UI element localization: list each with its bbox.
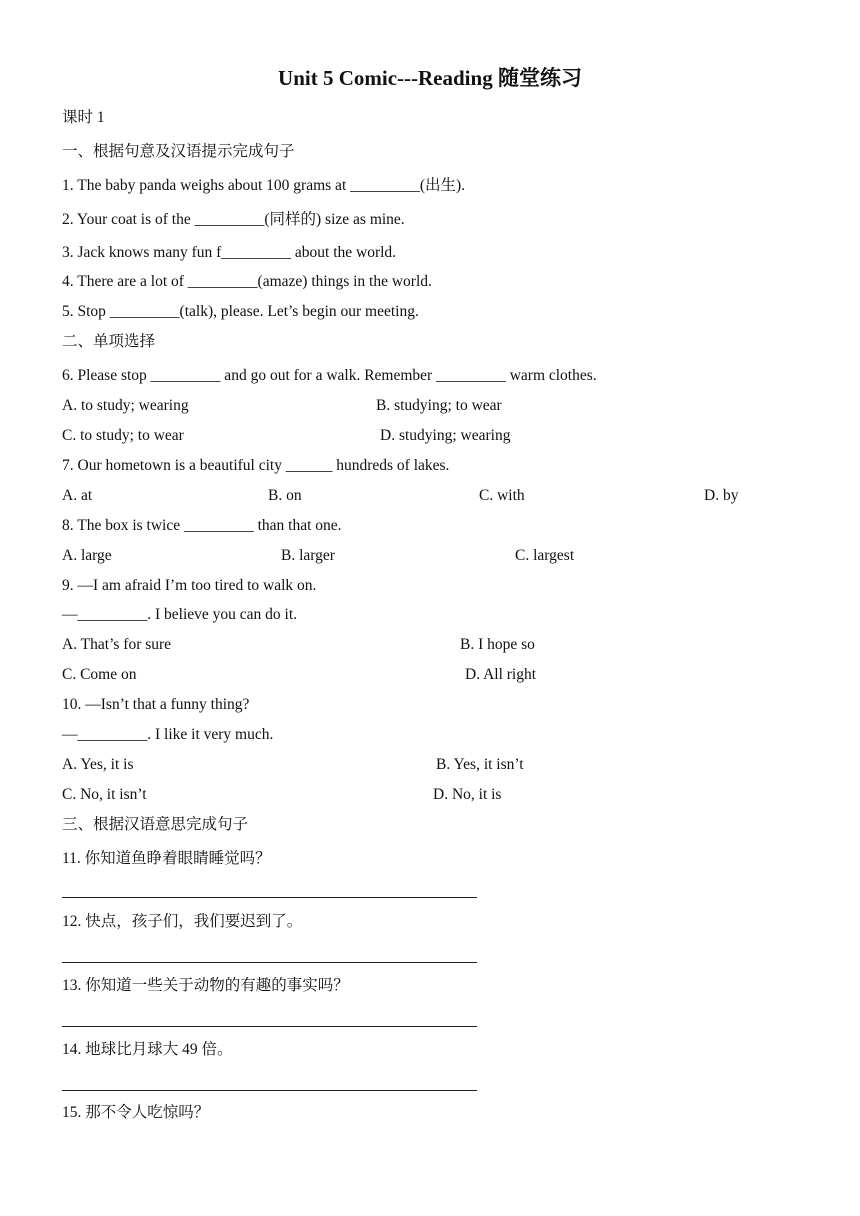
lesson-label: 课时 1 bbox=[62, 109, 105, 126]
question-9-stem: 9. —I am afraid I’m too tired to walk on. bbox=[62, 577, 317, 594]
page-title: Unit 5 Comic---Reading 随堂练习 bbox=[278, 66, 582, 90]
question-6-option-a: A. to study; wearing bbox=[62, 397, 189, 414]
question-9-option-c: C. Come on bbox=[62, 666, 137, 683]
question-9-response: —_________. I believe you can do it. bbox=[62, 606, 298, 623]
question-10-option-b: B. Yes, it isn’t bbox=[436, 756, 524, 773]
question-10-response: —_________. I like it very much. bbox=[62, 726, 274, 743]
question-8-option-b: B. larger bbox=[281, 547, 335, 564]
question-12: 12. 快点，孩子们，我们要迟到了。 bbox=[62, 913, 303, 930]
question-13: 13. 你知道一些关于动物的有趣的事实吗？ bbox=[62, 977, 349, 994]
answer-line-12 bbox=[62, 962, 477, 963]
question-11: 11. 你知道鱼睁着眼睛睡觉吗？ bbox=[62, 850, 271, 867]
question-1: 1. The baby panda weighs about 100 grams at _________(出生). bbox=[62, 177, 466, 194]
question-10-stem: 10. —Isn’t that a funny thing? bbox=[62, 696, 250, 713]
answer-line-13 bbox=[62, 1026, 477, 1027]
answer-line-11 bbox=[62, 897, 477, 898]
question-7-option-c: C. with bbox=[479, 487, 525, 504]
question-9-option-b: B. I hope so bbox=[460, 636, 535, 653]
answer-line-14 bbox=[62, 1090, 477, 1091]
question-6-option-c: C. to study; to wear bbox=[62, 427, 184, 444]
question-6-stem: 6. Please stop _________ and go out for a walk. Remember _________ warm clothes. bbox=[62, 367, 597, 384]
question-10-option-a: A. Yes, it is bbox=[62, 756, 134, 773]
question-7-stem: 7. Our hometown is a beautiful city ______ hundreds of lakes. bbox=[62, 457, 450, 474]
question-15: 15. 那不令人吃惊吗？ bbox=[62, 1104, 210, 1121]
question-8-option-c: C. largest bbox=[515, 547, 575, 564]
question-8-option-a: A. large bbox=[62, 547, 112, 564]
question-10-option-c: C. No, it isn’t bbox=[62, 786, 147, 803]
question-5: 5. Stop _________(talk), please. Let’s begin our meeting. bbox=[62, 303, 419, 320]
question-6-option-d: D. studying; wearing bbox=[380, 427, 511, 444]
question-14: 14. 地球比月球大 49 倍。 bbox=[62, 1041, 233, 1058]
question-6-option-b: B. studying; to wear bbox=[376, 397, 502, 414]
question-10-option-d: D. No, it is bbox=[433, 786, 502, 803]
question-2: 2. Your coat is of the _________(同样的) size as mine. bbox=[62, 211, 405, 228]
question-7-option-a: A. at bbox=[62, 487, 93, 504]
question-7-option-b: B. on bbox=[268, 487, 302, 504]
question-3: 3. Jack knows many fun f_________ about the world. bbox=[62, 244, 397, 261]
section1-heading: 一、根据句意及汉语提示完成句子 bbox=[62, 143, 295, 160]
question-7-option-d: D. by bbox=[704, 487, 739, 504]
section2-heading: 二、单项选择 bbox=[62, 333, 156, 350]
question-4: 4. There are a lot of _________(amaze) things in the world. bbox=[62, 273, 432, 290]
section3-heading: 三、根据汉语意思完成句子 bbox=[62, 816, 249, 833]
question-9-option-d: D. All right bbox=[465, 666, 537, 683]
question-8-stem: 8. The box is twice _________ than that one. bbox=[62, 517, 342, 534]
question-9-option-a: A. That’s for sure bbox=[62, 636, 172, 653]
